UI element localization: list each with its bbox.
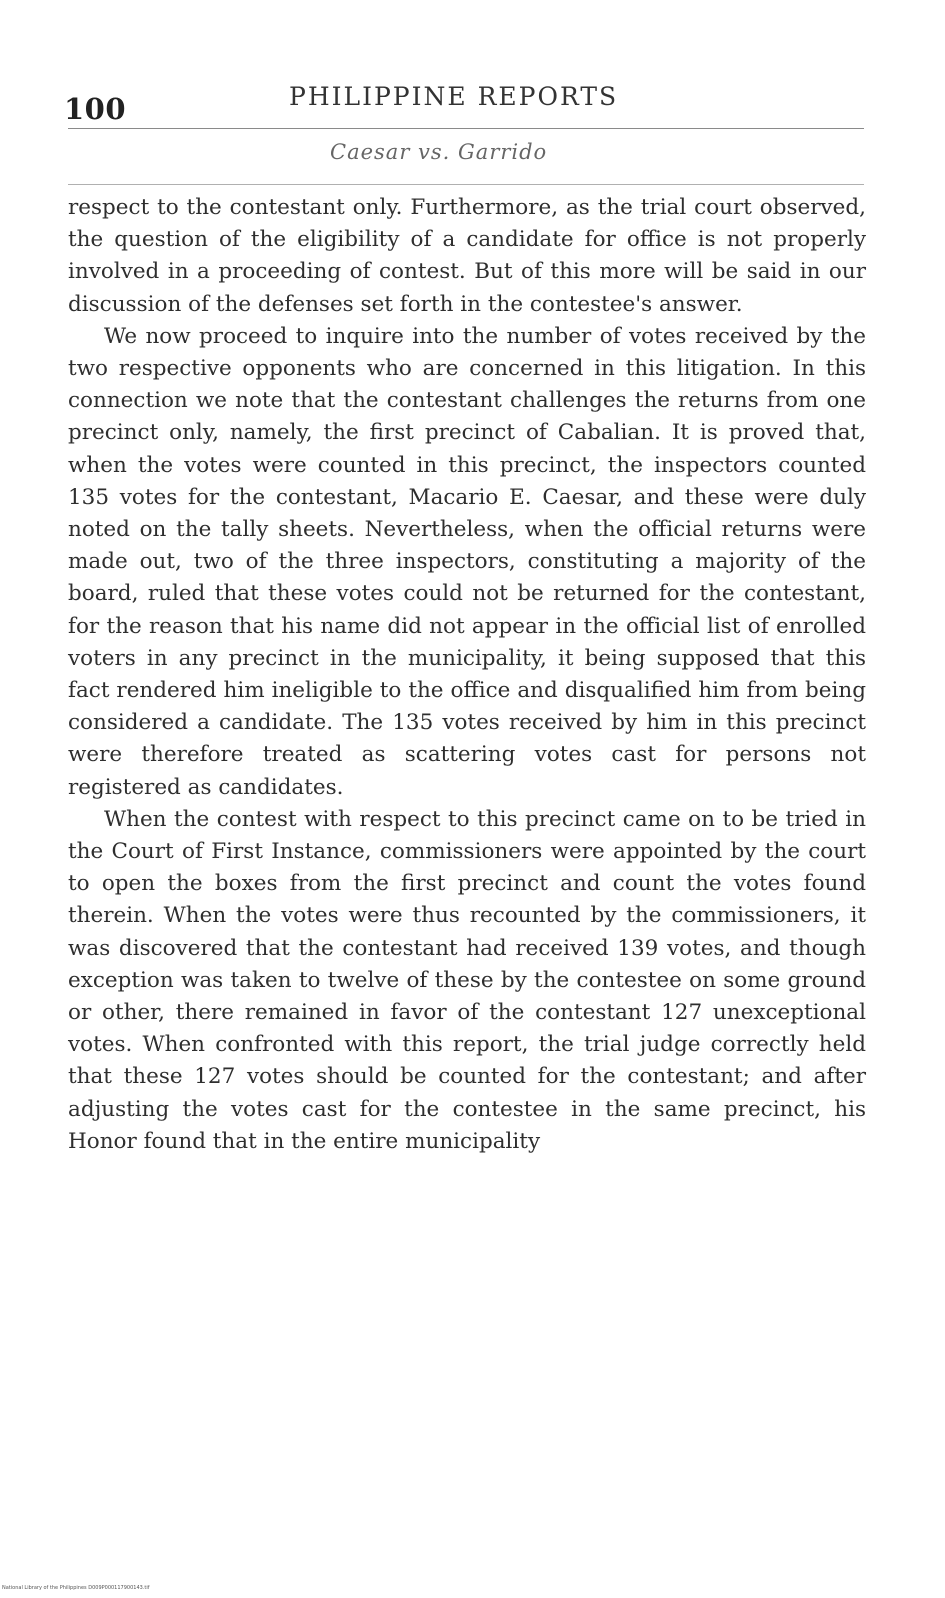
body-text — [68, 192, 866, 1158]
paragraph: We now proceed to inquire into the number of votes received by the two respective opponents who are concerned in this litigation. In this connection we note that the contestant challenges the returns from one precinct only, namely, the first precinct of Cabalian. It is proved that, when the votes were counted in this precinct, the inspectors counted 135 votes for the contestant, Macario E. Caesar, and these were duly noted on the tally sheets. Nevertheless, when the official returns were made out, two of the three inspectors, constituting a majority of the board, ruled that these votes could not be returned for the contestant, for the reason that his name did not appear in the official list of enrolled voters in any precinct in the municipality, it being supposed that this fact rendered him ineligible to the office and disqualified him from being considered a candidate. The 135 votes received by him in this precinct were therefore treated as scattering votes cast for persons not registered as candidates. — [68, 323, 866, 800]
header-rule-top — [68, 128, 864, 129]
case-title: Caesar vs. Garrido — [330, 140, 548, 164]
paragraph: When the contest with respect to this precinct came on to be tried in the Court of First Instance, commissioners were appointed by the court to open the boxes from the first precinct and count the votes found therein. When the votes were thus recounted by the commissioners, it was discovered that the contestant had received 139 votes, and though exception was taken to twelve of these by the contestee on some ground or other, there remained in favor of the contestant 127 unexceptional votes. When confronted with this report, the trial judge correctly held that these 127 votes should be counted for the contestant; and after adjusting the votes cast for the contestee in the same precinct, his Honor found that in the entire municipality — [68, 806, 866, 1154]
page-number: 100 — [64, 92, 127, 126]
paragraph-continuation: respect to the contestant only. Furthermore, as the trial court observed, the question of the eligibility of a candidate for office is not properly involved in a proceeding of contest. But of this more will be said in our discussion of the defenses set forth in the contestee's answer. — [68, 195, 866, 317]
header-rule-bottom — [68, 184, 864, 185]
scan-credit: National Library of the Philippines D009P00011790014​3.tif — [2, 1585, 150, 1591]
page-header — [64, 78, 869, 128]
running-title: PHILIPPINE REPORTS — [289, 82, 619, 111]
